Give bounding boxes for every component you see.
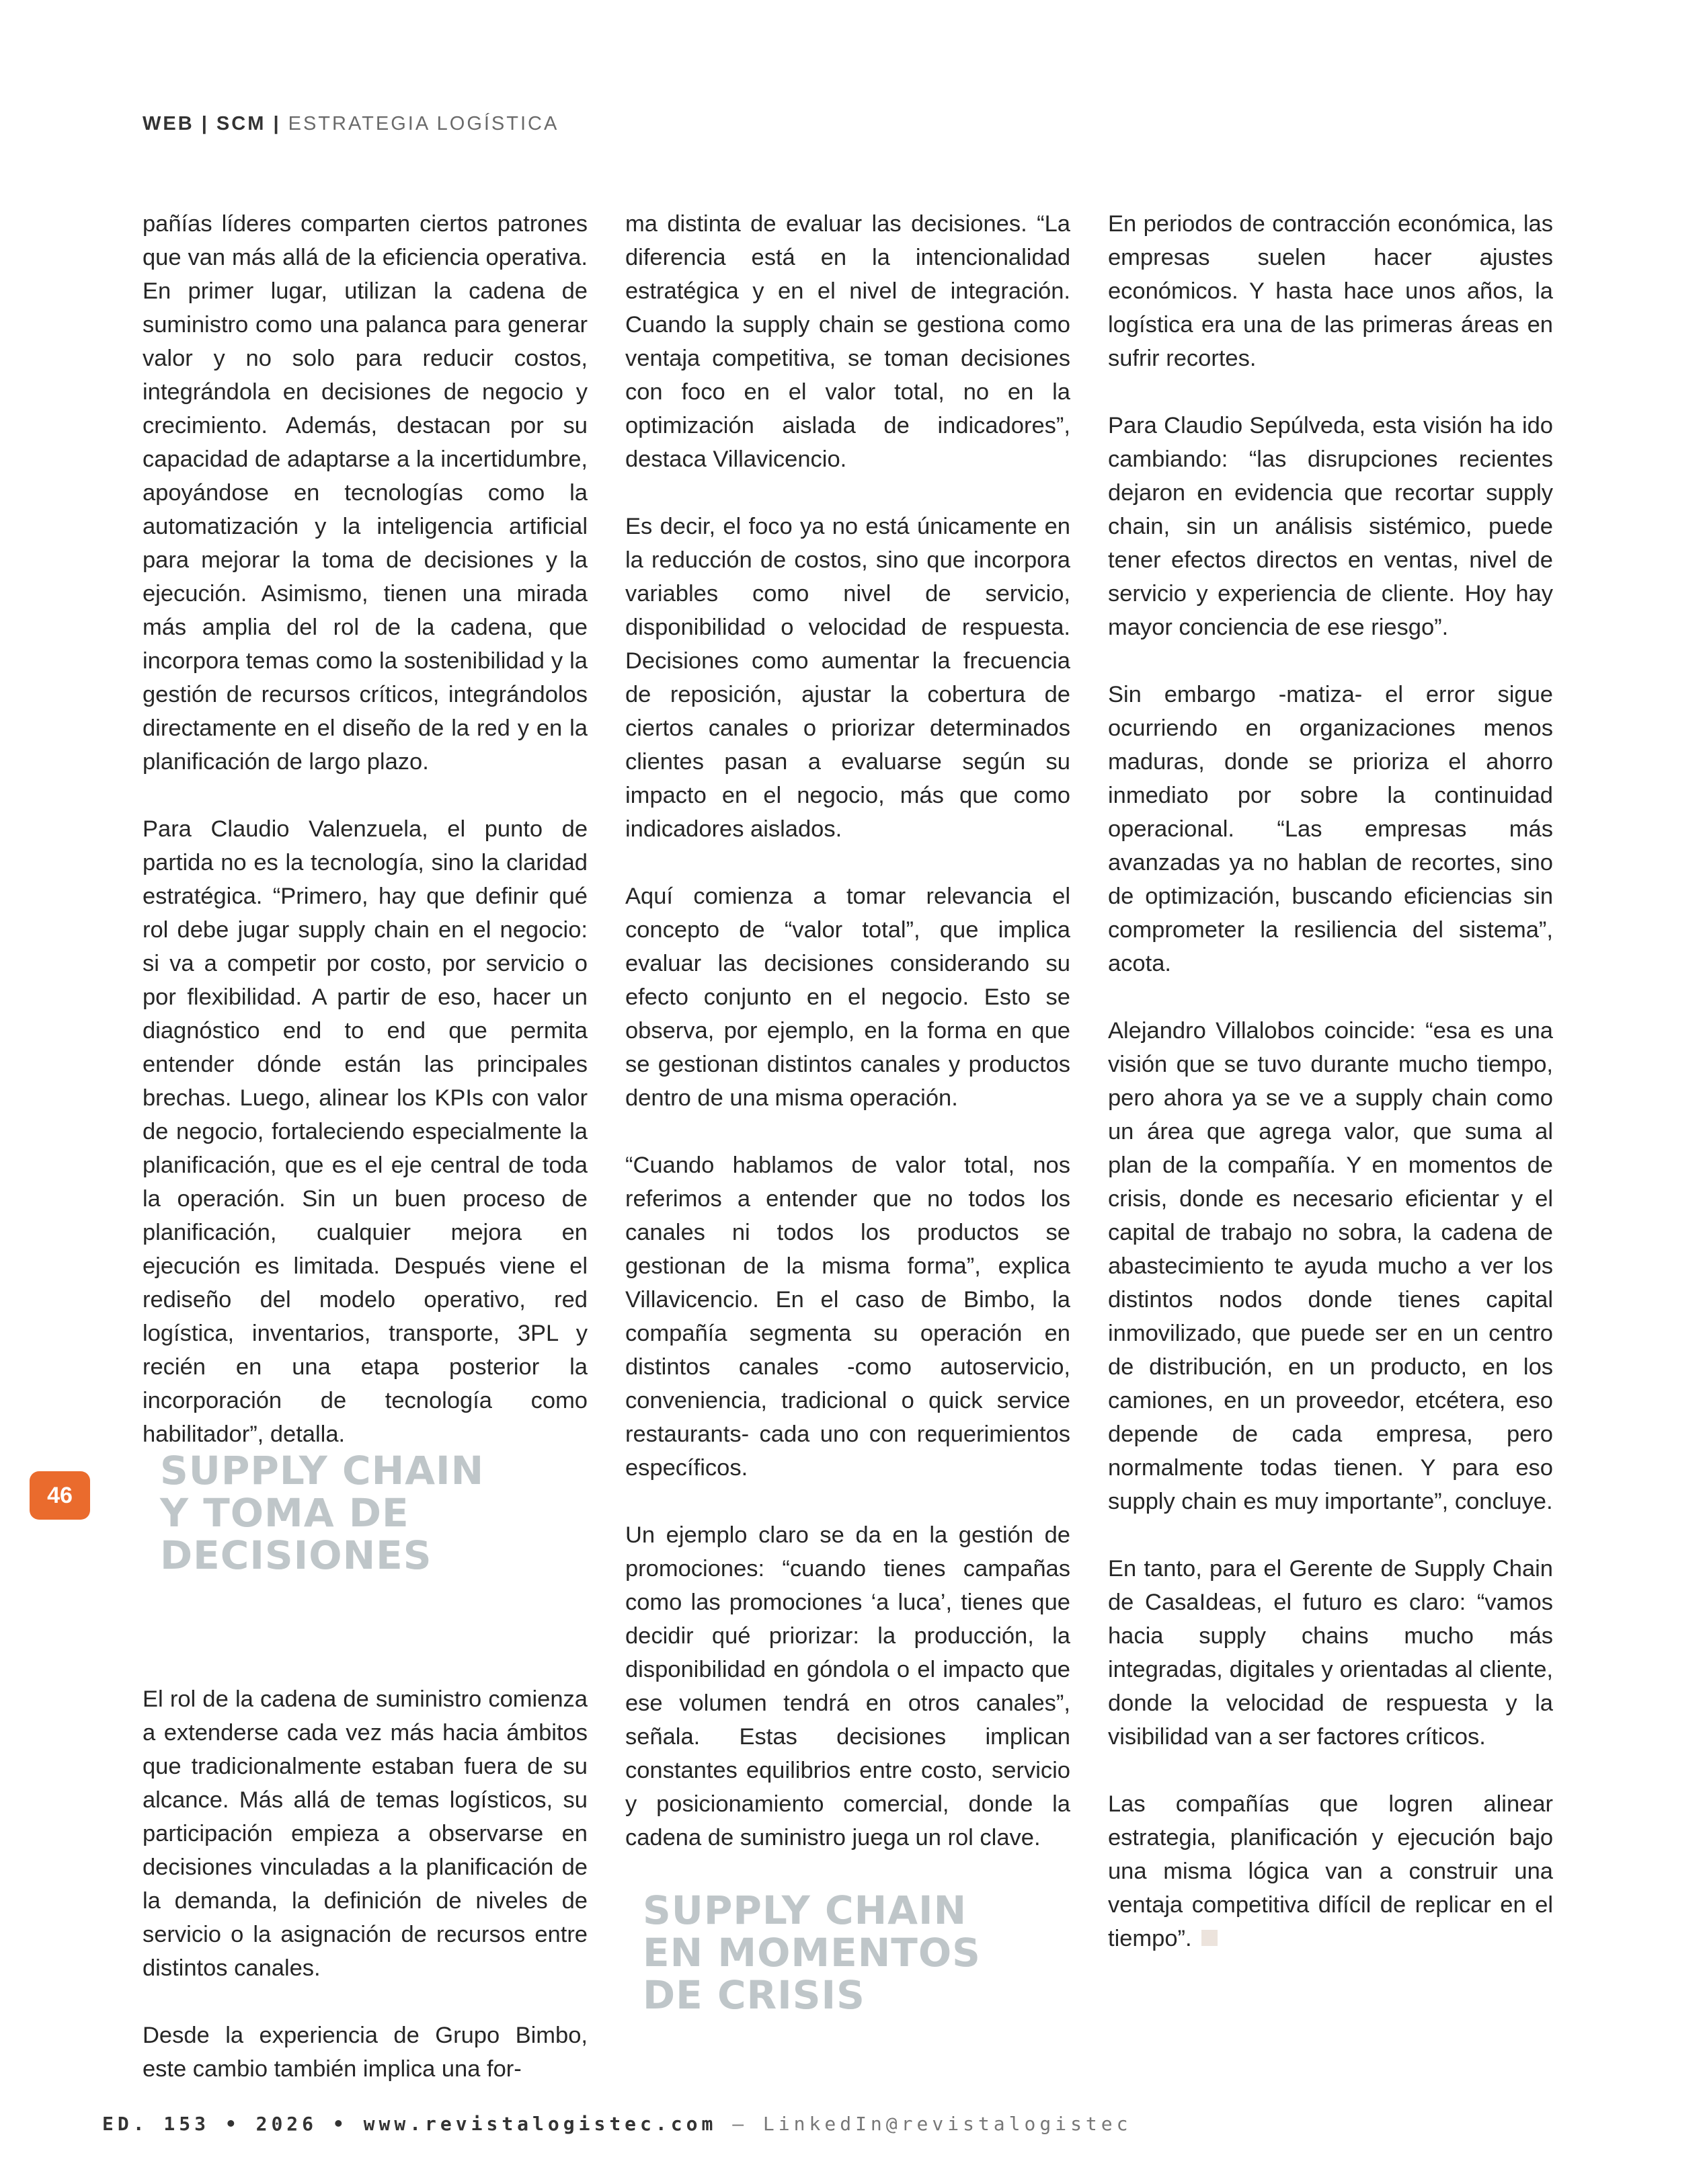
paragraph: “Cuando hablamos de valor total, nos referimos a entender que no todos los canales ni todos los productos se gestionan de la misma forma”, explica Villavicencio. En el caso de Bimbo, la compañía segmenta su operación en distintos canales -como autoservicio, conveniencia, tradicional o quick service restaurants- cada uno con requerimientos específicos. (625, 1153, 1070, 1481)
paragraph: Para Claudio Valenzuela, el punto de partida no es la tecnología, sino la claridad estratégica. “Primero, hay que definir qué rol debe jugar supply chain en el negocio: si va a competir por costo, por servicio o por flexibilidad. A partir de eso, hacer un diagnóstico end to end que permita entender dónde están las principales brechas. Luego, alinear los KPIs con valor de negocio, fortaleciendo especialmente la planificación, que es el eje central de toda la operación. Sin un buen proceso de planificación, cualquier mejora en ejecución es limitada. Después viene el rediseño del modelo operativo, red logística, inventarios, transporte, 3PL y recién en una etapa posterior la incorporación de tecnología como habilitador”, detalla. (143, 816, 588, 1447)
end-of-article-mark (1201, 1930, 1218, 1946)
header-scm: SCM (216, 113, 266, 134)
paragraph: En tanto, para el Gerente de Supply Chain de CasaIdeas, el futuro es claro: “vamos hacia supply chains mucho más integradas, digitales y orientadas al cliente, donde la velocidad de respuesta y la visibilidad van a ser factores críticos. (1108, 1556, 1553, 1750)
footer-dot: • (332, 2113, 348, 2135)
paragraph: Aquí comienza a tomar relevancia el concepto de “valor total”, que implica evaluar las decisiones considerando su efecto conjunto en el negocio. Esto se observa, por ejemplo, en la forma en que se gestionan distintos canales y productos dentro de una misma operación. (625, 884, 1070, 1111)
paragraph: Alejandro Villalobos coincide: “esa es una visión que se tuvo durante mucho tiempo, pero ahora ya se ve a supply chain como un área que agrega valor, que suma al plan de la compañía. Y en momentos de crisis, donde es necesario eficientar y el capital de trabajo no sobra, la cadena de abastecimiento te ayuda mucho a ver los distintos nodos donde tienes capital inmovilizado, que puede ser en un centro de distribución, en un producto, en los camiones, en un proveedor, etcétera, eso depende de cada empresa, pero normalmente todas tienen. Y para eso supply chain es muy importante”, concluye. (1108, 1018, 1553, 1514)
column-2 (625, 207, 1070, 1855)
paragraph: Es decir, el foco ya no está únicamente en la reducción de costos, sino que incorpora variables como nivel de servicio, disponibilidad o velocidad de respuesta. Decisiones como aumentar la frecuencia de reposición, ajustar la cobertura de ciertos canales o priorizar determinados clientes pasan a evaluarse según su impacto en el negocio, más que como indicadores aislados. (625, 514, 1070, 842)
footer-edition: ED. 153 (102, 2113, 210, 2135)
paragraph: Para Claudio Sepúlveda, esta visión ha ido cambiando: “las disrupciones recientes dejaron en evidencia que recortar supply chain, sin un análisis sistémico, puede tener efectos directos en ventas, nivel de servicio y experiencia de cliente. Hoy hay mayor conciencia de ese riesgo”. (1108, 413, 1553, 640)
section-header (143, 113, 559, 135)
page-number-badge: 46 (30, 1471, 90, 1520)
column-3 (1108, 207, 1553, 1955)
header-section: ESTRATEGIA LOGÍSTICA (288, 113, 559, 134)
section-heading-momentos-de-crisis: SUPPLY CHAIN EN MOMENTOS DE CRISIS (643, 1887, 981, 2018)
paragraph: Sin embargo -matiza- el error sigue ocurriendo en organizaciones menos maduras, donde se prioriza el ahorro inmediato por sobre la continuidad operacional. “Las empresas más avanzadas ya no hablan de recortes, sino de optimización, buscando eficiencias sin comprometer la resiliencia del sistema”, acota. (1108, 682, 1553, 976)
footer-year: 2026 (255, 2113, 318, 2135)
page-footer (102, 2113, 1132, 2135)
paragraph: El rol de la cadena de suministro comienza a extenderse cada vez más hacia ámbitos que tradicionalmente estaban fuera de su alcance. Más allá de temas logísticos, su participación empieza a observarse en decisiones vinculadas a la planificación de la demanda, la definición de niveles de servicio o la asignación de recursos entre distintos canales. (143, 1686, 588, 1981)
paragraph: pañías líderes comparten ciertos patrones que van más allá de la eficiencia operativa. En primer lugar, utilizan la cadena de suministro como una palanca para generar valor y no solo para reducir costos, integrándola en decisiones de negocio y crecimiento. Además, destacan por su capacidad de adaptarse a la incertidumbre, apoyándose en tecnologías como la automatización y la inteligencia artificial para mejorar la toma de decisiones y la ejecución. Asimismo, tienen una mirada más amplia del rol de la cadena, que incorpora temas como la sostenibilidad y la gestión de recursos críticos, integrándolos directamente en el diseño de la red y en la planificación de largo plazo. (143, 211, 588, 775)
header-web: WEB (143, 113, 194, 134)
paragraph: En periodos de contracción económica, las empresas suelen hacer ajustes económicos. Y hasta hace unos años, la logística era una de las primeras áreas en sufrir recortes. (1108, 211, 1553, 371)
footer-dash: – (732, 2113, 748, 2135)
footer-dot: • (225, 2113, 241, 2135)
paragraph: Un ejemplo claro se da en la gestión de promociones: “cuando tienes campañas como las promociones ‘a luca’, tienes que decidir qué priorizar: la producción, la disponibilidad en góndola o el impacto que ese volumen tendrá en otros canales”, señala. Estas decisiones implican constantes equilibrios entre costo, servicio y posicionamiento comercial, donde la cadena de suministro juega un rol clave. (625, 1522, 1070, 1850)
final-paragraph-text: Las compañías que logren alinear estrategia, planificación y ejecución bajo una misma lógica van a construir una ventaja competitiva difícil de replicar en el tiempo”. (1108, 1791, 1553, 1951)
header-separator: | (201, 113, 209, 134)
column-1 (143, 207, 588, 2086)
paragraph: Desde la experiencia de Grupo Bimbo, este cambio también implica una for- (143, 2023, 588, 2082)
footer-linkedin-link[interactable]: LinkedIn@revistalogistec (762, 2113, 1132, 2135)
footer-website-link[interactable]: www.revistalogistec.com (363, 2113, 717, 2135)
paragraph: ma distinta de evaluar las decisiones. “La diferencia está en la intencionalidad estratégica y en el nivel de integración. Cuando la supply chain se gestiona como ventaja competitiva, se toman decisiones con foco en el valor total, no en la optimización aislada de indicadores”, destaca Villavicencio. (625, 211, 1070, 472)
paragraph-final (1108, 1787, 1553, 1955)
header-separator: | (273, 113, 281, 134)
section-heading-toma-de-decisiones: SUPPLY CHAIN Y TOMA DE DECISIONES (160, 1448, 485, 1578)
